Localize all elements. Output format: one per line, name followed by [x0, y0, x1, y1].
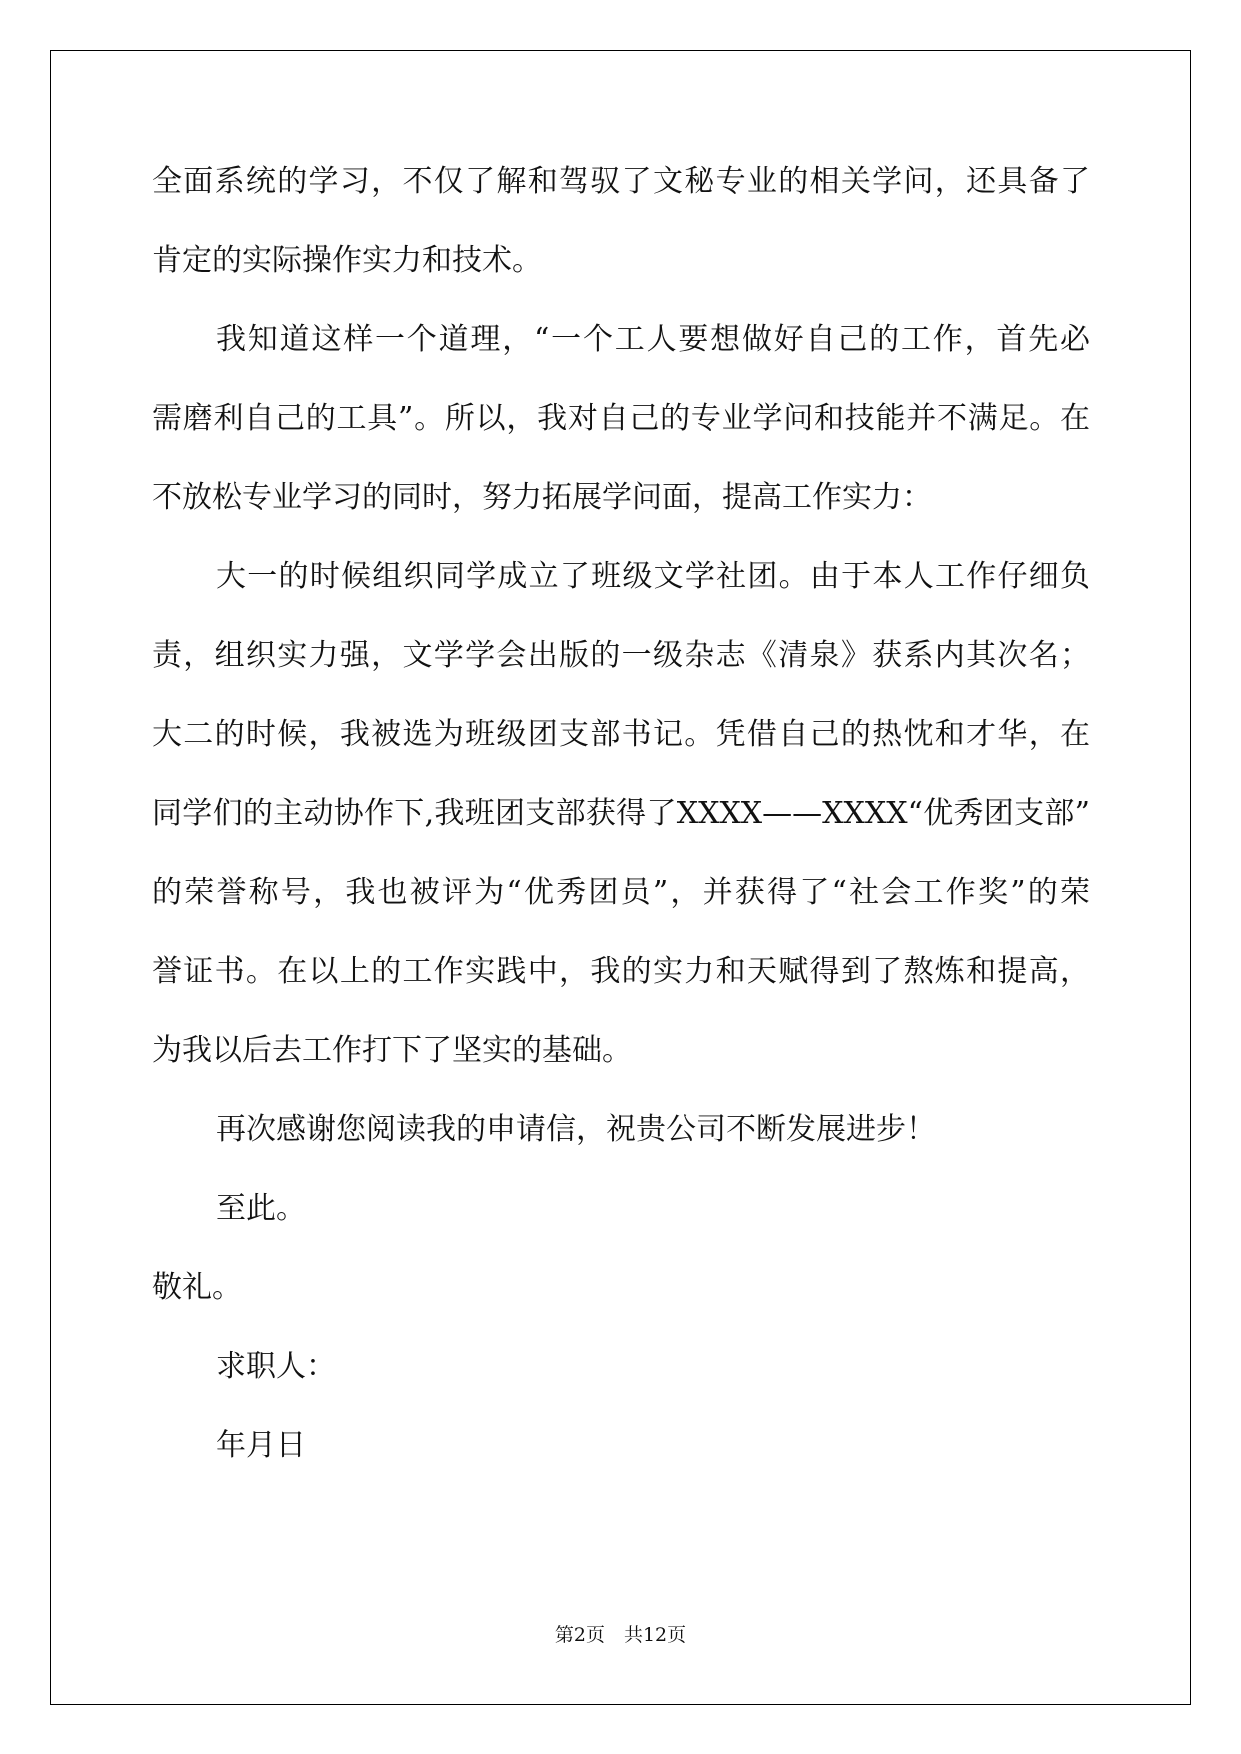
text-line: 需磨利自己的工具”。所以，我对自己的专业学问和技能并不满足。在 [152, 401, 1090, 436]
text-line: 年月日 [216, 1428, 306, 1463]
text-line: 为我以后去工作打下了坚实的基础。 [152, 1033, 632, 1068]
text-line: 至此。 [216, 1191, 306, 1226]
text-line: 再次感谢您阅读我的申请信，祝贵公司不断发展进步！ [216, 1112, 936, 1147]
text-line: 大二的时候，我被选为班级团支部书记。凭借自己的热忱和才华，在 [152, 717, 1090, 752]
text-line: 不放松专业学习的同时，努力拓展学问面，提高工作实力： [152, 480, 932, 515]
page-number: 第2页 共12页 [554, 1624, 687, 1646]
page-footer [0, 1620, 1241, 1647]
document-body [152, 158, 1090, 1501]
text-line: 誉证书。在以上的工作实践中，我的实力和天赋得到了熬炼和提高， [152, 954, 1090, 989]
text-line: 责，组织实力强，文学学会出版的一级杂志《清泉》获系内其次名； [152, 638, 1090, 673]
text-line: 大一的时候组织同学成立了班级文学社团。由于本人工作仔细负 [216, 559, 1090, 594]
text-line: 同学们的主动协作下,我班团支部获得了XXXX——XXXX“优秀团支部” [152, 796, 1090, 831]
text-line: 肯定的实际操作实力和技术。 [152, 243, 542, 278]
text-line: 全面系统的学习，不仅了解和驾驭了文秘专业的相关学问，还具备了 [152, 164, 1090, 199]
text-line: 我知道这样一个道理，“一个工人要想做好自己的工作，首先必 [216, 322, 1090, 357]
text-line: 敬礼。 [152, 1270, 242, 1305]
text-line: 的荣誉称号，我也被评为“优秀团员”，并获得了“社会工作奖”的荣 [152, 875, 1090, 910]
text-line: 求职人： [216, 1349, 336, 1384]
